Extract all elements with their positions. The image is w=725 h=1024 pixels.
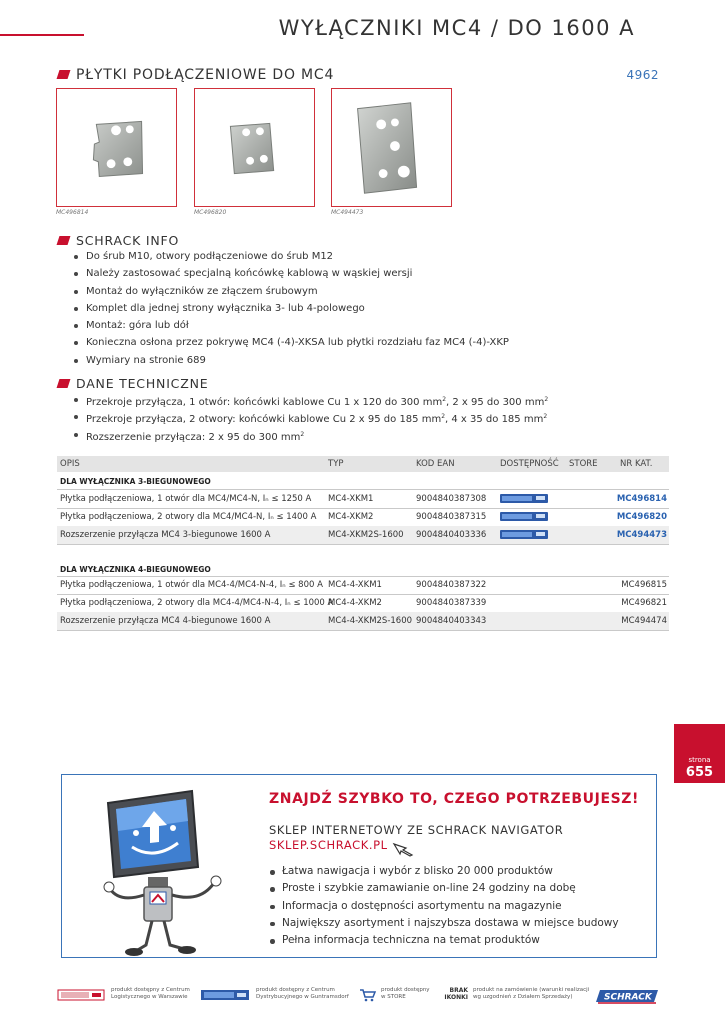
photo-caption-2: MC496820 <box>194 209 227 216</box>
list-item: Montaż: góra lub dół <box>72 317 509 334</box>
col-nr-kat: NR KAT. <box>620 459 653 469</box>
list-item: Komplet dla jednej strony wyłącznika 3- lub 4-polowego <box>72 300 509 317</box>
col-store: STORE <box>569 459 598 469</box>
list-item: Należy zastosować specjalną końcówkę kablową w wąskiej wersji <box>72 265 509 282</box>
table-row: Płytka podłączeniowa, 2 otwory dla MC4/MC4-N, Iₙ ≤ 1400 A MC4-XKM2 9004840387315 MC496820 <box>60 512 667 522</box>
page-number: 655 <box>685 765 714 780</box>
table-row: Płytka podłączeniowa, 2 otwory dla MC4-4/MC4-N-4, Iₙ ≤ 1000 A MC4-4-XKM2 9004840387339 MC496821 <box>60 598 667 608</box>
catalog-number: MC496821 <box>621 598 667 608</box>
list-item: Pełna informacja techniczna na temat produktów <box>268 932 619 949</box>
col-opis: OPIS <box>60 459 80 469</box>
section-title <box>58 67 334 83</box>
list-item: Największy asortyment i najszybsza dostawa w miejsce budowy <box>268 915 619 932</box>
robot-mascot-icon <box>96 785 246 957</box>
promo-title: ZNAJDŹ SZYBKO TO, CZEGO POTRZEBUJESZ! <box>269 791 640 807</box>
page-label: strona <box>688 756 711 764</box>
truck-guntramsdorf-icon <box>200 988 252 1002</box>
plate-1-icon <box>57 89 176 206</box>
list-item: Przekroje przyłącza, 1 otwór: końcówki kablowe Cu 1 x 120 do 300 $mm^2$, 2 x 95 do 300 $mm^2$ <box>72 391 548 408</box>
catalog-number: MC494474 <box>621 616 667 626</box>
group-title-4p: DLA WYŁĄCZNIKA 4-BIEGUNOWEGO <box>60 565 211 574</box>
list-item: Łatwa nawigacja i wybór z blisko 20 000 produktów <box>268 863 619 880</box>
product-photo-2 <box>194 88 315 207</box>
catalog-link[interactable]: MC496820 <box>616 512 667 522</box>
list-item: Proste i szybkie zamawianie on-line 24 godziny na dobę <box>268 880 619 897</box>
shop-link[interactable]: SKLEP.SCHRACK.PL <box>269 838 388 852</box>
table-row: Płytka podłączeniowa, 1 otwór dla MC4-4/MC4-N-4, Iₙ ≤ 800 A MC4-4-XKM1 9004840387322 MC496815 <box>60 580 667 590</box>
legend-on-order: produkt na zamówienie (warunki realizacji wg uzgodnień z Działem Sprzedaży) <box>473 987 590 1000</box>
product-photo-3 <box>331 88 452 207</box>
list-item: Do śrub M10, otwory podłączeniowe do śrub M12 <box>72 248 509 265</box>
col-dostepnosc: DOSTĘPNOŚĆ <box>500 459 559 469</box>
catalog-link[interactable]: MC496814 <box>616 494 667 504</box>
red-square-icon <box>57 379 71 388</box>
divider <box>57 630 669 631</box>
promo-list <box>268 863 619 949</box>
hand-cursor-icon <box>392 839 416 857</box>
red-square-icon <box>57 70 71 79</box>
table-row: Rozszerzenie przyłącza MC4 4-biegunowe 1600 A MC4-4-XKM2S-1600 9004840403343 MC494474 <box>57 612 669 630</box>
truck-availability-icon <box>500 493 550 504</box>
catalog-number: MC496815 <box>621 580 667 590</box>
promo-subtitle: SKLEP INTERNETOWY ZE SCHRACK NAVIGATOR <box>269 823 564 837</box>
svg-text:SCHRACK: SCHRACK <box>604 992 652 1003</box>
catalog-link[interactable]: MC494473 <box>616 530 667 540</box>
schrack-info-title: SCHRACK INFO <box>76 233 180 248</box>
section-code: 4962 <box>626 68 659 82</box>
list-item: Informacja o dostępności asortymentu na magazynie <box>268 898 619 915</box>
photo-caption-1: MC496814 <box>56 209 89 216</box>
plate-2-icon <box>195 89 314 206</box>
list-item: Konieczna osłona przez pokrywę MC4 (-4)-XKSA lub płytki rozdziału faz MC4 (-4)-XKP <box>72 334 509 351</box>
schrack-info-list <box>72 248 509 369</box>
plate-3-icon <box>332 89 451 206</box>
truck-warsaw-icon <box>57 988 107 1002</box>
page-number-tab <box>674 724 725 783</box>
table-row: Rozszerzenie przyłącza MC4 3-biegunowe 1600 A MC4-XKM2S-1600 9004840403336 MC494473 <box>57 526 669 544</box>
technical-heading <box>58 376 208 391</box>
schrack-logo-icon <box>596 988 660 1006</box>
technical-title: DANE TECHNICZNE <box>76 376 209 391</box>
photo-caption-3: MC494473 <box>331 209 364 216</box>
shopping-cart-icon <box>359 988 377 1002</box>
col-ean: KOD EAN <box>416 459 455 469</box>
list-item: Rozszerzenie przyłącza: 2 x 95 do 300 $mm^2$ <box>72 426 548 443</box>
legend-store: produkt dostępny w STORE <box>381 987 430 1000</box>
legend-no-icon-label: BRAK IKONKI <box>444 987 468 1001</box>
technical-list <box>72 391 548 443</box>
legend-warsaw: produkt dostępny z Centrum Logistycznego w Warszawie <box>111 987 190 1000</box>
product-photo-1 <box>56 88 177 207</box>
truck-availability-icon <box>500 529 550 540</box>
red-square-icon <box>57 236 71 245</box>
schrack-info-heading <box>58 233 179 248</box>
list-item: Wymiary na stronie 689 <box>72 352 509 369</box>
promo-box <box>61 774 657 958</box>
group-title-3p: DLA WYŁĄCZNIKA 3-BIEGUNOWEGO <box>60 477 211 486</box>
legend-guntramsdorf: produkt dostępny z Centrum Dystrybucyjnego w Guntramsdorf <box>256 987 349 1000</box>
table-row: Płytka podłączeniowa, 1 otwór dla MC4/MC4-N, Iₙ ≤ 1250 A MC4-XKM1 9004840387308 MC496814 <box>60 494 667 504</box>
page-title: WYŁĄCZNIKI MC4 / DO 1600 A <box>278 16 635 40</box>
truck-availability-icon <box>500 511 550 522</box>
col-typ: TYP <box>328 459 344 469</box>
divider <box>57 544 669 545</box>
table-header <box>57 456 669 472</box>
section-title-text: PŁYTKI PODŁĄCZENIOWE DO MC4 <box>76 67 335 83</box>
list-item: Montaż do wyłączników ze złączem śrubowym <box>72 283 509 300</box>
top-red-rule <box>0 34 84 36</box>
list-item: Przekroje przyłącza, 2 otwory: końcówki kablowe Cu 2 x 95 do 185 $mm^2$, 4 x 35 do 185 $mm^2$ <box>72 408 548 425</box>
